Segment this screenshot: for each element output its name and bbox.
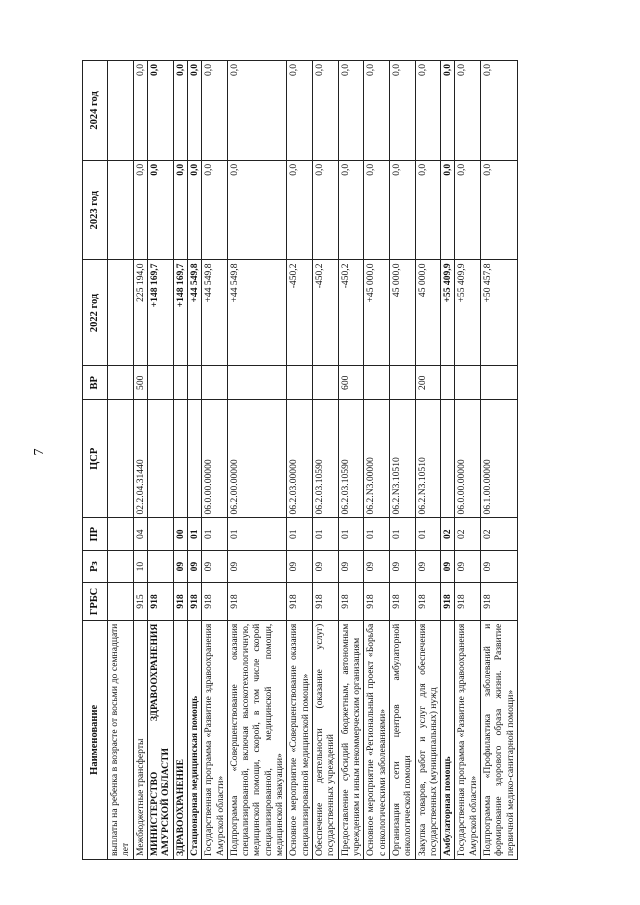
cell-csr: [441, 400, 455, 518]
cell-csr: 06.2.00.00000: [227, 400, 287, 518]
cell-y2024: 0,0: [338, 61, 364, 161]
cell-y2024: 0,0: [173, 61, 187, 161]
cell-pr: 01: [364, 518, 390, 550]
cell-y2022: -450,2: [338, 260, 364, 366]
cell-y2023: 0,0: [227, 160, 287, 260]
table-row: [187, 61, 201, 860]
cell-csr: 06.0.00.00000: [455, 400, 481, 518]
cell-y2022: +44 549,8: [202, 260, 228, 366]
cell-rz: 09: [287, 550, 313, 582]
cell-y2024: 0,0: [202, 61, 228, 161]
header-2022: 2022 год: [83, 260, 108, 366]
cell-y2024: 0,0: [133, 61, 147, 161]
table-row: [338, 61, 364, 860]
cell-name: МИНИСТЕРСТВО ЗДРАВООХРАНЕНИЯ АМУРСКОЙ ОБЛАСТИ: [147, 620, 173, 859]
cell-vr: [481, 366, 518, 400]
cell-csr: [147, 400, 173, 518]
cell-y2023: 0,0: [455, 160, 481, 260]
cell-grbs: 918: [202, 583, 228, 620]
cell-y2023: 0,0: [133, 160, 147, 260]
cell-grbs: 918: [415, 583, 441, 620]
cell-pr: 01: [202, 518, 228, 550]
table-row: [173, 61, 187, 860]
cell-y2024: 0,0: [313, 61, 339, 161]
cell-name: ЗДРАВООХРАНЕНИЕ: [173, 620, 187, 859]
cell-y2024: [108, 61, 134, 161]
cell-csr: 06.1.00.00000: [481, 400, 518, 518]
cell-y2022: +44 549,8: [187, 260, 201, 366]
cell-grbs: 918: [227, 583, 287, 620]
cell-vr: 200: [415, 366, 441, 400]
cell-rz: 09: [481, 550, 518, 582]
cell-pr: 00: [173, 518, 187, 550]
cell-y2022: +44 549,8: [227, 260, 287, 366]
table-row: [287, 61, 313, 860]
cell-vr: [441, 366, 455, 400]
cell-y2023: 0,0: [481, 160, 518, 260]
cell-y2023: [108, 160, 134, 260]
cell-vr: 500: [133, 366, 147, 400]
cell-y2023: 0,0: [415, 160, 441, 260]
cell-grbs: 918: [338, 583, 364, 620]
cell-name: Стационарная медицинская помощь: [187, 620, 201, 859]
cell-vr: [227, 366, 287, 400]
cell-y2022: [108, 260, 134, 366]
cell-grbs: 918: [187, 583, 201, 620]
cell-csr: 02.2.04.31440: [133, 400, 147, 518]
cell-name: Государственная программа «Развитие здравоохранения Амурской области»: [202, 620, 228, 859]
cell-name: Подпрограмма «Профилактика заболеваний и формирование здорового образа жизни. Развитие первичной медико-санитарной помощи»: [481, 620, 518, 859]
cell-rz: 09: [364, 550, 390, 582]
cell-name: Основное мероприятие «Совершенствование оказания специализированной медицинской помощи»: [287, 620, 313, 859]
cell-y2023: 0,0: [173, 160, 187, 260]
table-row: [455, 61, 481, 860]
cell-y2022: 45 000,0: [389, 260, 415, 366]
cell-y2023: 0,0: [287, 160, 313, 260]
header-csr: ЦСР: [83, 400, 108, 518]
cell-rz: 09: [415, 550, 441, 582]
table-row: [313, 61, 339, 860]
header-rz: Рз: [83, 550, 108, 582]
cell-rz: 10: [133, 550, 147, 582]
cell-y2022: +50 457,8: [481, 260, 518, 366]
cell-y2022: +45 000,0: [364, 260, 390, 366]
cell-y2023: 0,0: [389, 160, 415, 260]
cell-y2024: 0,0: [187, 61, 201, 161]
table-row: [389, 61, 415, 860]
cell-csr: [108, 400, 134, 518]
cell-pr: 01: [227, 518, 287, 550]
cell-y2024: 0,0: [389, 61, 415, 161]
header-name: Наименование: [83, 620, 108, 859]
cell-csr: 06.2.03.10590: [338, 400, 364, 518]
cell-pr: 02: [455, 518, 481, 550]
cell-csr: 06.2.03.00000: [287, 400, 313, 518]
cell-rz: 09: [202, 550, 228, 582]
cell-rz: [147, 550, 173, 582]
cell-y2023: 0,0: [338, 160, 364, 260]
cell-vr: [313, 366, 339, 400]
table-row: [481, 61, 518, 860]
cell-pr: 04: [133, 518, 147, 550]
cell-vr: 600: [338, 366, 364, 400]
cell-grbs: 915: [133, 583, 147, 620]
cell-rz: 09: [227, 550, 287, 582]
cell-grbs: 918: [364, 583, 390, 620]
table-row: [441, 61, 455, 860]
cell-csr: 06.0.00.00000: [202, 400, 228, 518]
cell-vr: [147, 366, 173, 400]
cell-y2024: 0,0: [455, 61, 481, 161]
cell-name: Организация сети центров амбулаторной онкологической помощи: [389, 620, 415, 859]
cell-name: Межбюджетные трансферты: [133, 620, 147, 859]
cell-grbs: 918: [389, 583, 415, 620]
cell-pr: 01: [287, 518, 313, 550]
cell-vr: [455, 366, 481, 400]
cell-pr: 02: [441, 518, 455, 550]
cell-y2023: 0,0: [364, 160, 390, 260]
cell-y2022: +55 409,9: [441, 260, 455, 366]
cell-y2024: 0,0: [364, 61, 390, 161]
cell-grbs: 918: [287, 583, 313, 620]
cell-y2023: 0,0: [202, 160, 228, 260]
cell-y2022: +55 409,9: [455, 260, 481, 366]
cell-y2024: 0,0: [481, 61, 518, 161]
cell-name: Подпрограмма «Совершенствование оказания специализированной, включая высокотехнологичную, медицинской помощи, скорой, в том числе скорой специализированной, медицинской помощи, медицинской эвакуации»: [227, 620, 287, 859]
page-number: 7: [32, 448, 47, 456]
cell-grbs: 918: [441, 583, 455, 620]
cell-grbs: 918: [147, 583, 173, 620]
budget-table-rotated: [82, 60, 572, 860]
cell-vr: [389, 366, 415, 400]
table-row: [227, 61, 287, 860]
header-pr: ПР: [83, 518, 108, 550]
cell-y2023: 0,0: [147, 160, 173, 260]
cell-rz: 09: [313, 550, 339, 582]
cell-name: Амбулаторная помощь: [441, 620, 455, 859]
cell-name: Основное мероприятие «Региональный проект «Борьба с онкологическими заболеваниями»: [364, 620, 390, 859]
cell-csr: 06.2.N3.10510: [415, 400, 441, 518]
cell-csr: 06.2.N3.00000: [364, 400, 390, 518]
cell-y2022: -450,2: [287, 260, 313, 366]
cell-name: Государственная программа «Развитие здравоохранения Амурской области»: [455, 620, 481, 859]
cell-rz: 09: [187, 550, 201, 582]
cell-csr: 06.2.N3.10510: [389, 400, 415, 518]
cell-grbs: [108, 583, 134, 620]
cell-name: выплаты на ребенка в возрасте от восьми до семнадцати лет: [108, 620, 134, 859]
cell-y2024: 0,0: [441, 61, 455, 161]
cell-vr: [173, 366, 187, 400]
cell-y2023: 0,0: [187, 160, 201, 260]
cell-vr: [108, 366, 134, 400]
cell-y2023: 0,0: [313, 160, 339, 260]
table-row: [147, 61, 173, 860]
budget-table: [82, 60, 518, 860]
cell-pr: 01: [313, 518, 339, 550]
table-row: [202, 61, 228, 860]
cell-pr: [147, 518, 173, 550]
cell-y2022: +148 169,7: [173, 260, 187, 366]
cell-rz: [108, 550, 134, 582]
cell-name: Обеспечение деятельности (оказание услуг) государственных учреждений: [313, 620, 339, 859]
cell-name: Закупка товаров, работ и услуг для обеспечения государственных (муниципальных) нужд: [415, 620, 441, 859]
cell-y2024: 0,0: [415, 61, 441, 161]
cell-rz: 09: [441, 550, 455, 582]
cell-pr: 01: [415, 518, 441, 550]
cell-vr: [287, 366, 313, 400]
table-row: [108, 61, 134, 860]
cell-y2024: 0,0: [287, 61, 313, 161]
cell-vr: [364, 366, 390, 400]
cell-vr: [202, 366, 228, 400]
cell-pr: 02: [481, 518, 518, 550]
cell-csr: [173, 400, 187, 518]
cell-pr: 01: [338, 518, 364, 550]
cell-y2022: 225 194,0: [133, 260, 147, 366]
cell-grbs: 918: [455, 583, 481, 620]
cell-csr: 06.2.03.10590: [313, 400, 339, 518]
cell-pr: 01: [187, 518, 201, 550]
cell-grbs: 918: [481, 583, 518, 620]
table-body: [108, 61, 518, 860]
header-vr: ВР: [83, 366, 108, 400]
header-grbs: ГРБС: [83, 583, 108, 620]
cell-grbs: 918: [313, 583, 339, 620]
cell-y2023: 0,0: [441, 160, 455, 260]
cell-rz: 09: [455, 550, 481, 582]
table-row: [133, 61, 147, 860]
cell-y2022: -450,2: [313, 260, 339, 366]
table-row: [364, 61, 390, 860]
cell-y2022: +148 169,7: [147, 260, 173, 366]
cell-pr: 01: [389, 518, 415, 550]
cell-pr: [108, 518, 134, 550]
cell-csr: [187, 400, 201, 518]
cell-y2024: 0,0: [147, 61, 173, 161]
cell-rz: 09: [173, 550, 187, 582]
cell-vr: [187, 366, 201, 400]
cell-name: Предоставление субсидий бюджетным, автономным учреждениям и иным некоммерческим организациям: [338, 620, 364, 859]
header-2023: 2023 год: [83, 160, 108, 260]
cell-y2022: 45 000,0: [415, 260, 441, 366]
table-row: [415, 61, 441, 860]
cell-grbs: 918: [173, 583, 187, 620]
cell-rz: 09: [389, 550, 415, 582]
header-2024: 2024 год: [83, 61, 108, 161]
table-header-row: [83, 61, 108, 860]
cell-y2024: 0,0: [227, 61, 287, 161]
cell-rz: 09: [338, 550, 364, 582]
